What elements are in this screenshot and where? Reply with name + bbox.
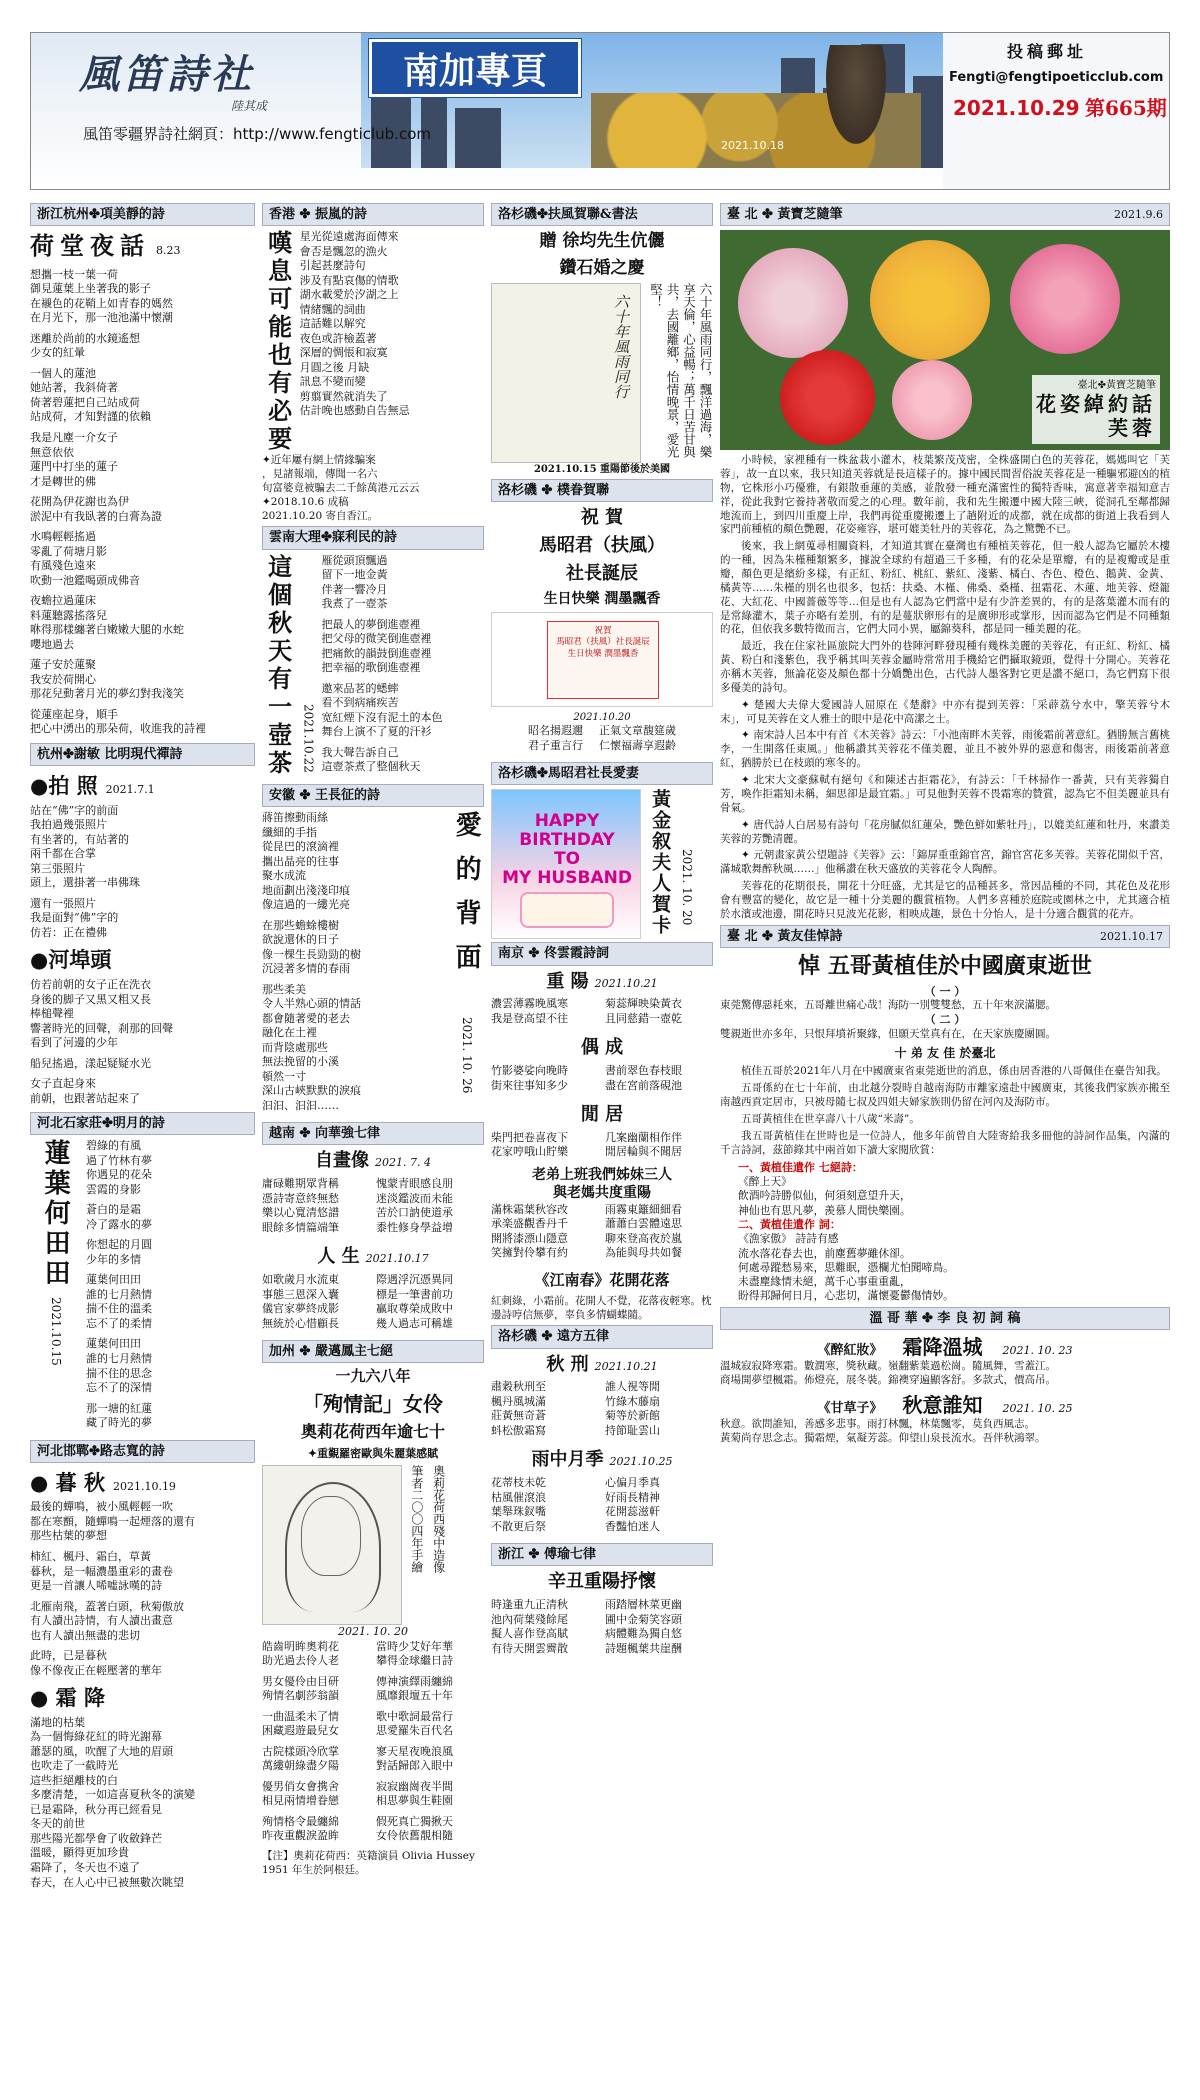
poem-body: 滿株霜葉秋容改 承楽盛觀香丹千 開將漆漂山隱意 笑擁對伶攀有約 雨霧東籬細細看 蕭蕭白雲體遠思 聊來登高夜於嵐 為能與母共如餐: [491, 1202, 682, 1260]
section-header: 洛杉磯 ✤ 樸眷賀聯: [491, 479, 713, 502]
poem-body: 星光從遠處海面傳來 會否是飄忽的漁火 引起甚麼詩句 涉及有點哀傷的情歌 湖水載愛於汐湖之上 情緒飄的詞曲 這話難以解究 夜色或許檢蓋著 深層的惆悵和寂寞 月圓之後 月缺 訊息不變而變 剪翦實然就消失了 估計晚也感動自告無忌: [299, 230, 410, 418]
poem-title: 秋 刑 2021.10.21: [546, 1353, 658, 1375]
hibiscus-photo: [720, 230, 1170, 450]
building: [455, 108, 501, 168]
poem-body: 肅穀秋刑至 楓丹風城滿 莊黃無奇蒼 蚪松傲霜寫 誰人視等閒 竹綠木藤扇 菊等於新館 持節耻雲山: [491, 1380, 660, 1437]
poem-body: 皓齒明眸奧莉花 助光過去伶人老 當時少艾好年華 攀得金球繼日詩: [262, 1639, 453, 1668]
poem-body: 如歌歲月水流東 事態三恩深入囊 儀官家夢終成影 無統於心惜顧長 際遇浮沉憑異同 標是一筆書前功 贏取尊榮成敗中 幾人過志可稱雄: [262, 1273, 453, 1330]
brand-logo: 風笛詩社: [79, 51, 255, 98]
poem-year: 一九六八年: [335, 1367, 411, 1386]
greeting-card-text: 祝賀 馬昭君（扶風）社長誕辰 生日快樂 潤墨飄香: [547, 621, 659, 699]
website-line[interactable]: 風笛零疆界詩社網頁：http://www.fengticlub.com: [83, 125, 431, 143]
poem-title-vertical: 這個秋天有一壺茶: [263, 553, 293, 778]
poem-body: 優男俏女會携舍 相見兩情增眷戀 寂寂幽崗夜半間 相思夢與生鞋園: [262, 1779, 453, 1808]
poem-title: 《江南春》花開花落: [534, 1270, 670, 1289]
light-pink-flower: [892, 360, 972, 440]
portrait-sketch: [262, 1465, 402, 1625]
sketch-caption: 筆者二〇〇四年手繪: [409, 1465, 424, 1574]
greeting-card: [491, 612, 713, 707]
couplet-title2: 鑽石婚之慶: [559, 257, 645, 278]
section-header: 洛杉磯✤扶風賀聯&書法: [491, 203, 713, 226]
birthday-card-block: [491, 789, 713, 939]
calligraphy-block: [491, 283, 713, 463]
section-header: 杭州✤謝敏 比明現代禪詩: [30, 743, 255, 766]
poem-block: [262, 811, 484, 1119]
list-heading: 二、黃植佳遺作 詞：: [738, 1217, 841, 1231]
contribution-box: [943, 33, 1169, 190]
card-date: 2021. 10. 20: [679, 849, 694, 926]
section-header: 香港 ✤ 振嵐的詩: [262, 203, 484, 226]
section-header: 河北邯鄲✤路志寬的詩: [30, 1440, 255, 1463]
couplet-date: 2021.10.15 重陽節後於美國: [533, 464, 671, 476]
poem-body: 古院樣頭冷欣掌 萬縷朝綠盡夕陽 寥天星夜晚浪風 對話歸郎入眼中: [262, 1744, 453, 1773]
poem-block: [262, 554, 484, 781]
poem-body: 雁從頭頂飄過 留下一地金黃 伴著一響冷月 我煮了一壺茶 把最人的夢倒進壺裡 把父母的微笑倒進壺裡 把痛飲的韻鼓倒進壺裡 把幸福的歌倒進壺裡 邀來品茗的蟋蟀 看不到病痛疾苦 宽紅煙下沒有泥土的本色 舞台上演不了夏的汗衫 我大聲告訴自己 這壺茶煮了整個秋天: [321, 553, 443, 774]
photo-date: 2021.10.18: [721, 139, 784, 152]
yellow-flower: [870, 240, 990, 360]
poem-title: 辛丑重陽抒懷: [548, 1571, 656, 1593]
poem-title-row: 《甘草子》 秋意誰知 2021. 10. 25: [817, 1392, 1073, 1417]
cake-icon: [520, 892, 614, 928]
poem-body: 柴門把卷喜夜下 花家哼哦山貯樂 几案幽蘭相作伴 閒居輪與不聞居: [491, 1130, 682, 1159]
poem-date: 2021.10.15: [48, 1297, 63, 1367]
vertical-poem-block: [30, 1139, 255, 1436]
poem-title: 老弟上班我們姊妹三人: [532, 1166, 672, 1183]
section-header: 浙江杭州✤項美靜的詩: [30, 203, 255, 226]
red-flower: [780, 350, 875, 445]
poem-title2: 奧莉花荷西年逾七十: [300, 1422, 445, 1442]
poem-title: ● 霜 降: [30, 1685, 105, 1711]
greeting-sub: 生日快樂 潤墨飄香: [543, 590, 661, 607]
column-1: [30, 200, 255, 2080]
poem-title: 人 生 2021.10.17: [317, 1246, 429, 1268]
poem-body: 殉情格令最纏綿 昨夜重觀淚盈眸 假死真亡獨揪天 女伶依舊靚相隨: [262, 1814, 453, 1843]
sketch-date: 2021. 10. 20: [338, 1625, 408, 1639]
poem-title: ● 暮 秋 2021.10.19: [30, 1469, 176, 1495]
poem-title-vertical: 蓮葉何田田: [40, 1139, 71, 1290]
poem-subtitle: ✦重覲羅密歐與朱麗葉感賦: [307, 1446, 439, 1460]
poem-body: 最後的蟬鳴，被小風輕輕一吹 都在寒顫，隨蟬鳴一起煙落的還有 那些枯葉的夢想 柿紅、楓丹、霜白，草黃 暮秋，是一幅濃墨重彩的畫卷 更是一首讓人唏噓詠嘆的詩 北雁南飛，蓋著白頭，秋菊傲放 有人讀出詩情，有人讀出畫意 也有人讀出無盡的悲切 此時，已是暮秋 像不像夜正在輕壓著的華年: [30, 1500, 195, 1677]
sketch-caption: 奧莉花荷西殘中造像: [431, 1465, 446, 1574]
elegy-title: 悼 五哥黃植佳於中國廣東逝世: [798, 952, 1092, 979]
card-title-vertical: 黃金叙夫人賀卡: [649, 789, 672, 937]
list-body: 《醉上天》 飲酒吟詩勝似仙，何須刻意望升天， 神仙也有思凡夢，羨慕人間快樂園。: [738, 1175, 911, 1217]
couplet-text: 六十年風雨同行，飄洋過海，樂享天倫，心益暢；萬千日苦甘與共，去國離鄉，怡情晚景，愛光堅！: [648, 283, 713, 459]
poem-body: 東莞驚傳惡耗來，五哥離世痛心哉！海防一別雙雙愁，五十年來淚滿腮。: [720, 999, 1056, 1012]
greeting-title3: 社長誕辰: [566, 562, 638, 584]
rose-flower: [1010, 244, 1120, 354]
poem-body: 秋意。欲問誰知，善感多悲事。雨打林飄，林葉飄零，莫負西風志。 黃菊尚存思念志。獨霜煙，氣凝芳蕊。仰望山泉長流水。吾伴秋鴻翠。: [720, 1418, 1046, 1445]
poem-body: 紅刺綠，小霜前。花開人不覺，花落夜輕寒。枕邊詩哼信無夢，辜負多情蝴蝶隨。: [491, 1294, 712, 1321]
issue-date: 2021.10.29: [953, 96, 1080, 120]
poem-title2: 與老媽共度重陽: [553, 1185, 651, 1202]
greeting-date: 2021.10.20: [573, 712, 631, 724]
couplet-lines: 昭名揚遐邇 君子重言行 正氣文章馥筵歲 仁懷福壽享遐齡: [528, 724, 676, 752]
sketch-block: [262, 1465, 484, 1625]
section-header: 洛杉磯 ✤ 遠方五律: [491, 1325, 713, 1348]
page-title: 南加專頁: [369, 39, 581, 97]
photographer-figure: [821, 45, 891, 155]
poem-signature: 十 弟 友 佳 於臺北: [894, 1045, 996, 1060]
essay-body: 小時候，家裡種有一株盆栽小灌木，枝葉繁茂茂密，全株盛開白色的芙蓉花，媽媽叫它「芙蓉」，故一直以來，我只知道芙蓉就是長這樣子的。據中國民間習俗說芙蓉花是一種驅邪避凶的植物，它株形小巧優雅，有銀散垂蓮的美感，並散發一種充滿蜜性的獨特香味，寓意著幸福知意吉祥，從此我對它養持著敬而愛之的心理。數年前，我和先生搬遷中國大陸三峽，從洞孔至鄰都歸地流而上，到四川重慶上岸，我們再從重慶搬遷上了趟附近的成都，就在成都的街道上我看到人家門前種植的顏色艷麗，花姿雍容，堪可媲美牡丹的芙蓉花，為之驚艷不已。 後來，我上網蒐尋相關資料，才知道其實在臺灣也有種植芙蓉花，但一般人認為它屬於木樓的一種，因為朱槿種類繁多，據說全球約有超過三千多種，有的花朵是單瓣，有的是複瓣或是重瓣，顏色更是繽紛多樣，有正紅、粉紅、桃紅、紫紅、淺紫、橘白、杏色、橙色、鵝黃、金黃、橘黃等……朱槿的別名也很多，包括：扶桑、木槿、佛桑、桑槿、扭霜花、木蓮、地芙蓉、燈籠花、大紅花、中國薔薇等等…但是也有人認為它們當中是有少許差異的，有的是落葉灌木而有的是常綠灌木，葉子亦略有差別，有的是蔓狀卵形有的是廣卵形或掌形，因而認為它們是不同種類的花，但依我多數特徵而言，它們大同小異，屬錦葵科，都是同一種美麗的花。 最近，我在住家社區旅院大門外的巷陣河畔發現種有幾株美麗的芙蓉花，有正紅、粉紅、橘黃、粉白和淺紫色，我乎稱其叫芙蓉金屬時常常用手機給它們攝取鏡頭，覺得十分開心。芙蓉花亦稱木芙蓉，無論花姿及顏色都十分嬌艷出色，古代詩人墨客對它更是讚不絕口，為它們寫下很多優美的詩句。 ✦ 楚國大夫偉大愛國詩人屈原在《楚辭》中亦有提到芙蓉：「采薜荔兮水中，擎芙蓉兮木末」，可見芙蓉在文人雅士的眼中是花中高潔之士。 ✦ 南宋詩人呂本中有首《木芙蓉》詩云：「小池南畔木芙蓉，雨後霜前著意紅。猶勝無言舊桃李，一生開落任東風。」他稱讚其芙蓉花不僅美麗，並且不被外界的惡意和傷害，雨後霜前著意紅，猶勝於已在枝頭的寒冬的。 ✦ 北宋大文豪蘇軾有絕句《和陳述古拒霜花》，有詩云：「千林掃作一番黃，只有芙蓉獨自芳，喚作拒霜知未稱，細思卻是最宜霜。」可見他對芙蓉不畏霜寒的贊賞，認為它不但美麗並具有骨氣。 ✦ 唐代詩人白居易有詩句「花房膩似紅蓮朵，艷色鮮如紫牡丹」，以媲美紅蓮和牡丹，來讚美芙蓉的芳艷清麗。 ✦ 元朝畫家黃公望題詩《芙蓉》云：「錦屏重重錦官宮，錦官宮花多芙蓉。芙蓉花開似千宮，滿城歌舞醉秋風……」他稱讚在秋天盛放的芙蓉花令人陶醉。 芙蓉花的花期很長，開花十分旺盛，尤其是它的品種甚多，常因品種的不同，其花色及花形會有豐富的變化，故它是一種十分美麗的觀賞植物。人們多喜種於庭院或園林之中，尤其適合植於水濱或池邊，開花時只見波光花影，相映成趣，景色十分怡人，是十分適合觀賞的花卉。: [720, 454, 1170, 920]
section-header: 南京 ✤ 佟雲霞詩詞: [491, 942, 713, 965]
elegy-prose: 植佳五哥於2021年八月在中國廣東省東莞逝世的消息，係由居香港的八哥佩佳在臺告知我。 五哥係約在七十年前，由北越分裂時自越南海防市離家遠赴中國廣東，其後我們家族亦搬至南越西貢定居市，只被母隨七叔及四姐夫婦家族則仍留在河內及海防市。 五哥黃植佳在世享壽八十八歲“米壽”。 我五哥黃植佳在世時也是一位詩人，他多年前曾自大陸寄給我多冊他的詩詞作品集，內滿的千言詩詞，茲節錄其中兩首如下讀大家閱欣賞：: [720, 1065, 1170, 1156]
list-heading: 一、黃植佳遺作 七絕詩：: [738, 1160, 863, 1174]
footnote: 【注】奧莉花荷西：英籍演員 Olivia Hussey 1951 年生於阿根廷。: [262, 1849, 475, 1876]
poem-date: 2021. 10. 26: [459, 1016, 474, 1094]
section-header: 浙江 ✤ 傅瑜七律: [491, 1543, 713, 1566]
poem-body: 雙親逝世亦多年，只恨拜墳祈聚緣，但願天堂真有在，在天家族慶團圓。: [720, 1027, 1056, 1040]
poem-title: ●拍 照 2021.7.1: [30, 772, 155, 798]
greeting-title2: 馬昭君（扶風）: [539, 535, 665, 557]
poem-title: 「殉情記」女伶: [303, 1392, 443, 1417]
column-2: [262, 200, 484, 2080]
poem-body: 一曲温柔未了情 困藏遐遊最兒女 歌中歌詞最當行 思愛羅朱百代名: [262, 1709, 453, 1738]
section-header: 越南 ✤ 向華強七律: [262, 1122, 484, 1145]
birthday-card-image: HAPPY BIRTHDAY TO MY HUSBAND: [491, 789, 641, 939]
calligraphy-image: 六十年風雨同行: [491, 283, 641, 463]
poem-body: 滿地的枯葉 為一個悔綠花紅的時光謝幕 蕭瑟的風，吹醒了大地的眉頭 也吹走了一截時光 這些拒絕離枝的白 多麼清楚，一如這喜夏秋冬的演變 已是霜降，秋分再已經看見 冬天的前世 那些陽光都學會了收斂鋒芒 溫暖，顯得更加珍貴 霜降了，冬天也不遠了 春天，在人心中已被無數次眺望: [30, 1715, 195, 1889]
poem-body: 碧綠的有風 過了竹林有夢 你遇見的花朵 雲霞的身影 蒼白的是霜 冷了露水的夢 你想起的月圓 少年的多情 蓮葉何田田 誰的七月熱情 揣不住的溫柔 忘不了的柔情 蓮葉何田田 誰的七月熱情 揣不住的思念 忘不了的深情 那一塘的紅蓮 藏了時光的夢: [86, 1139, 152, 1430]
poem-title: ●河埠頭: [30, 947, 112, 973]
poem-body: 蔣笛擦動雨絲 纖細的手指 從昆巴的滾滴裡 攜出晶亮的往事 聚水成流 地面劃出淺淺印痕 像這過的一縷光亮 在那些蟾蜍樓樹 欲說還休的日子 像一棵生長勁勁的樹 沉浸著多情的春雨 那些柔美 令人半熟心頭的情話 都會隨著愛的老去 融化在土裡 而背陰處那些 無法挽留的小溪 頓然一寸 深山古峽默默的淚痕 汩汩、汩汩……: [262, 810, 361, 1112]
column-3: [491, 200, 713, 2080]
section-header: 安徽 ✤ 王長征的詩: [262, 784, 484, 807]
contribution-email[interactable]: Fengti@fengtipoeticclub.com: [949, 70, 1164, 85]
poem-title: 偶 成: [580, 1037, 624, 1059]
couplet-title: 贈 徐均先生伉儷: [539, 231, 665, 252]
poem-body: 仿若前朝的女子正在洗衣 身後的脚子又黑又粗又長 棒槌聲裡 響著時光的回聲，刹那的回聲 看到了河邊的少年 船兒搖過，漾起疑疑水光 女子直起身來 前朝，也跟著站起來了: [30, 978, 173, 1105]
poem-heading: （ 二 ）: [924, 1013, 966, 1027]
poem-body: 男女優伶由目研 殉情名劇莎翁韻 傳神演繹雨纏綿 風靡銀壇五十年: [262, 1674, 453, 1703]
poem-title: 雨中月季 2021.10.25: [531, 1449, 673, 1471]
section-header: 加州 ✤ 嚴邁鳳主七絕: [262, 1340, 484, 1363]
poem-title: 重 陽 2021.10.21: [546, 970, 658, 992]
poem-title: 閒 居: [580, 1104, 624, 1126]
section-header: 臺 北 ✤ 黃友佳悼詩 2021.10.17: [720, 925, 1170, 948]
poem-body: 花蒂枝未乾 枯風催滾浪 葉舉珠釵嘴 不散更后祭 心偏月季真 好雨長精神 花開蕊滋軒 香豔怕迷人: [491, 1476, 660, 1533]
poem-heading: （ 一 ）: [924, 984, 966, 998]
poem-body: 想攜一枝一葉一荷 御見蓮葉上坐著我的影子 在襯色的花鞘上如青春的媽然 在月光下，那一池池滿中懷潮 迷離於尚前的水鏡遙想 少女的紅暈 一個人的蓮池 她站著，我斜倚著 倚著碧蓮把自己站成荷 站成荷，才知對謹的依賴 我是凡塵一介女子 無意依依 蓮門中打坐的蓮子 才是轉世的佛 花開為伊花謝也為伊 淤泥中有我臥著的白膏為證 水鳴輕輕搖過 零亂了荷塘月影 有風殘色遠來 吹動一池鑑喝頭成佛音 夜蟾拉過蓮床 料蓮聽露搖落兒 咻得那樣纏著白嫩嫩大腿的水蛇 嚶地過去 蓮子安於蓮聚 我安於荷開心 那花兒動著月光的夢幻對我淺笑 從蓮座起身，順手 把心中湧出的那朵荷，收進我的詩裡: [30, 267, 206, 736]
contribution-label: 投稿郵址: [1007, 42, 1088, 61]
poem-body: 庸碌難期眾背稱 憑詩寄意終無愁 樂以心寬清悠譜 眼餘多情篇端筆 愧蒙青眼感良朋 迷淡鑑波而未能 苦於口訥使道承 黍性修身學益增: [262, 1177, 453, 1234]
column-4: [720, 200, 1170, 2080]
section-header: 臺 北 ✤ 黃寶芝隨筆 2021.9.6: [720, 203, 1170, 226]
poem-body: 竹影婆娑向晚時 街來往事知多少 書前翠色春枝眼 盡在宮前落硯池: [491, 1064, 682, 1092]
poem-note: ✦近年屢有網上情緣騙案 ，見諸報端，傳聞一名六 旬富婆竟被騙去二千餘萬港元云云 ✦2018.10.6 成稿 2021.10.20 寄自香江。: [262, 454, 420, 522]
poem-title-vertical: 愛的背面: [451, 810, 482, 987]
section-header: 溫 哥 華 ✤ 李 良 初 詞 稿: [720, 1307, 1170, 1330]
list-body: 《漁家傲》 詩詩有感 流水落花春去也，前塵舊夢雖休卻。 何處尋蹤愁易來，思難眠，憑欄尤怕聞啼鳥。 未盡塵緣情未絕，萬千心事重重亂， 盼得邦歸何日月，心悲切，滿懷憂鬱傷情妙。: [738, 1232, 954, 1303]
poem-body: 濃雲薄霧晚風寒 我是登高望不往 菊蕊輝映染黃衣 且同慈錯一壺乾: [491, 997, 682, 1025]
brand-signature: 陸其成: [231, 99, 268, 113]
issue-number: 第665期: [1085, 96, 1167, 120]
poem-title-vertical: 嘆息可能也有必要: [263, 230, 293, 455]
poem-body: 時逢重九正清秋 池內荷葉殘餘尾 擬人喜作登高賦 有待天開雲霽散 雨踏層林菜更幽 圃中金菊笑容頭 病體難為獨自悠 詩題楓葉共崖酬: [491, 1598, 682, 1655]
pink-flower: [738, 248, 848, 358]
masthead: [30, 32, 1170, 190]
photo-caption: 臺北✤黃寶芝隨筆 花姿綽約話芙蓉: [1032, 375, 1160, 444]
poem-title: 荷堂夜話 8.23: [30, 231, 181, 261]
poem-body: 站在“佛”字的前面 我拍過幾張照片 有坐著的，有站著的 兩千都在合掌 第三張照片 頭上，還掛著一串佛珠 還有一張照片 我是面對“佛”字的 仿若：正在禮佛: [30, 803, 140, 939]
poem-date: 2021.10.22: [301, 703, 316, 773]
section-header: 雲南大理✤寐利民的詩: [262, 526, 484, 549]
poem-block: [262, 230, 484, 454]
section-header: 洛杉磯✤馬昭君社長愛妻: [491, 762, 713, 785]
greeting-title: 祝 賀: [580, 507, 624, 529]
section-header: 河北石家莊✤明月的詩: [30, 1112, 255, 1135]
poem-body: 溫城寂寂降寒霜。數潤寒，獎秋藏。嶺翻紫葉過松崗。隨風舞，雪蓋江。 商場開夢望楓霜。佈燈亮，展冬裝。錦襖穿遍顯客舒。多款式，價高吊。: [720, 1360, 1056, 1387]
poem-title: 自畫像 2021. 7. 4: [315, 1150, 431, 1172]
poem-title-row: 《醉紅妝》 霜降溫城 2021. 10. 23: [817, 1334, 1073, 1359]
